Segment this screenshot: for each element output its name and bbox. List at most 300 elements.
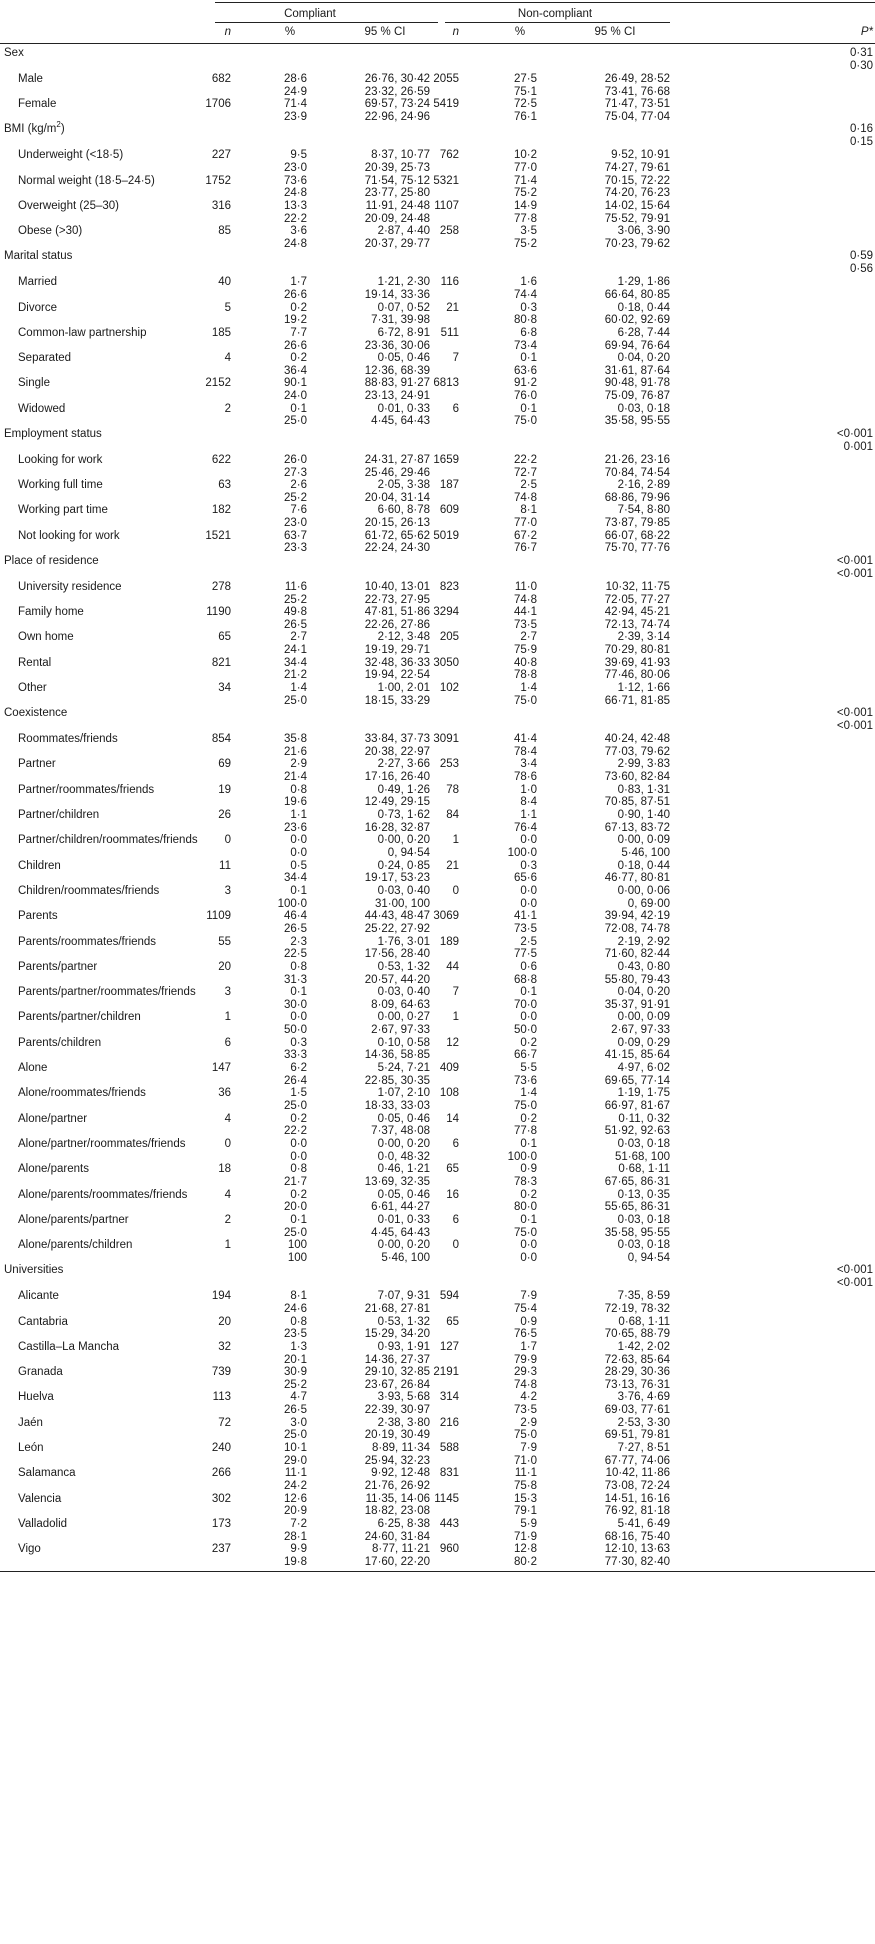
- noncompliant-pct-row: 78·4: [513, 745, 537, 758]
- compliant-pct: 0·2: [290, 1188, 307, 1201]
- compliant-n: 0: [224, 1137, 231, 1150]
- noncompliant-pct: 14·9: [513, 199, 537, 212]
- compliant-pct-row: 19·8: [283, 1555, 307, 1568]
- noncompliant-pct-row: 77·0: [513, 161, 537, 174]
- compliant-pct-row: 34·4: [283, 872, 307, 885]
- row-label: University residence: [18, 580, 122, 593]
- noncompliant-n: 6: [452, 1213, 459, 1226]
- compliant-n: 1109: [206, 910, 231, 923]
- compliant-ci-row: 20·15, 26·13: [364, 517, 430, 530]
- noncompliant-pct: 29·3: [513, 1366, 537, 1379]
- noncompliant-ci-row: 70·65, 88·79: [604, 1328, 670, 1341]
- compliant-pct: 0·0: [290, 1011, 307, 1024]
- compliant-n: 18: [218, 1163, 231, 1176]
- noncompliant-pct: 1·4: [520, 1087, 537, 1100]
- row-label: Parents/children: [18, 1036, 102, 1049]
- compliant-n: 63: [218, 479, 231, 492]
- compliant-pct-row: 24·0: [283, 390, 307, 403]
- compliant-n: 69: [218, 758, 231, 771]
- compliant-pct: 13·3: [283, 199, 307, 212]
- compliant-ci-row: 22·24, 24·30: [364, 542, 430, 555]
- noncompliant-n: 762: [439, 149, 459, 162]
- compliant-ci-row: 23·67, 26·84: [364, 1378, 430, 1391]
- noncompliant-ci: 10·32, 11·75: [605, 580, 670, 593]
- compliant-ci: 0·00, 0·20: [377, 1239, 430, 1252]
- compliant-ci-row: 19·14, 33·36: [364, 288, 430, 301]
- compliant-pct: 3·6: [290, 225, 307, 238]
- compliant-pct: 46·4: [283, 910, 307, 923]
- noncompliant-pct: 2·7: [520, 631, 537, 644]
- noncompliant-ci-row: 41·15, 85·64: [604, 1049, 670, 1062]
- compliant-ci-row: 25·94, 32·23: [364, 1454, 430, 1467]
- noncompliant-ci: 26·49, 28·52: [604, 72, 670, 85]
- noncompliant-ci-row: 69·03, 77·61: [604, 1404, 670, 1417]
- noncompliant-n: 65: [446, 1163, 459, 1176]
- noncompliant-n: 0: [452, 884, 459, 897]
- noncompliant-pct-row: 78·8: [513, 669, 537, 682]
- noncompliant-ci-row: 70·29, 80·81: [604, 644, 670, 657]
- compliant-pct-row: 23·9: [283, 110, 307, 123]
- compliant-pct: 0·1: [290, 884, 307, 897]
- compliant-pct: 2·3: [290, 935, 307, 948]
- row-label: Other: [18, 682, 47, 694]
- row-label: Overweight (25–30): [18, 199, 119, 212]
- noncompliant-n: 2191: [433, 1366, 459, 1379]
- compliant-ci: 6·72, 8·91: [377, 326, 430, 339]
- compliant-n: 55: [218, 935, 231, 948]
- noncompliant-ci: 0·03, 0·18: [617, 1213, 670, 1226]
- noncompliant-n: 44: [446, 960, 459, 973]
- compliant-pct: 0·2: [290, 352, 307, 365]
- row-label: Partner: [18, 758, 56, 771]
- col-header-ci: 95 % CI: [364, 26, 406, 38]
- noncompliant-ci-row: 77·03, 79·62: [604, 745, 670, 758]
- row-label: Alone/parents/partner: [18, 1213, 129, 1226]
- noncompliant-pct: 1·6: [520, 276, 537, 289]
- noncompliant-ci: 1·42, 2·02: [617, 1340, 670, 1353]
- noncompliant-pct-row: 78·3: [513, 1175, 537, 1188]
- compliant-pct-row: 100: [287, 1251, 307, 1264]
- compliant-n: 682: [211, 72, 231, 85]
- noncompliant-ci-row: 73·13, 76·31: [604, 1378, 670, 1391]
- compliant-n: 194: [211, 1290, 231, 1303]
- section-title-superscript: 2: [56, 120, 61, 130]
- compliant-pct: 0·2: [290, 1112, 307, 1125]
- compliant-pct-row: 26·5: [283, 922, 307, 935]
- noncompliant-ci: 2·39, 3·14: [617, 631, 670, 644]
- compliant-ci-row: 12·36, 68·39: [364, 364, 430, 377]
- compliant-ci: 3·93, 5·68: [377, 1391, 430, 1404]
- noncompliant-pct: 44·1: [513, 606, 537, 619]
- compliant-ci: 0·03, 0·40: [377, 986, 430, 999]
- group-header-noncompliant: Non-compliant: [517, 8, 593, 20]
- row-label: Jaén: [18, 1416, 43, 1429]
- noncompliant-ci: 1·19, 1·75: [617, 1087, 670, 1100]
- compliant-pct: 2·7: [290, 631, 307, 644]
- noncompliant-ci: 7·27, 8·51: [617, 1442, 670, 1454]
- row-label: Children: [18, 859, 61, 872]
- noncompliant-ci-row: 73·08, 72·24: [604, 1480, 670, 1492]
- compliant-pct: 30·9: [283, 1366, 307, 1379]
- noncompliant-ci-row: 77·30, 82·40: [604, 1555, 670, 1568]
- compliant-pct: 1·5: [290, 1087, 307, 1100]
- noncompliant-pct-row: 100·0: [507, 847, 537, 859]
- compliant-ci-row: 20·04, 31·14: [364, 491, 430, 504]
- compliant-pct: 12·6: [283, 1492, 307, 1505]
- noncompliant-ci: 0·00, 0·06: [617, 884, 670, 897]
- noncompliant-ci-row: 69·51, 79·81: [604, 1429, 670, 1442]
- noncompliant-n: 6: [452, 402, 459, 415]
- noncompliant-ci-row: 69·65, 77·14: [604, 1074, 670, 1087]
- compliant-underline: [215, 22, 438, 23]
- section-title-text: Place of residence: [4, 555, 99, 567]
- noncompliant-pct-row: 72·7: [513, 466, 537, 479]
- compliant-pct-row: 33·3: [283, 1049, 307, 1062]
- col-header-n: n: [224, 26, 231, 38]
- compliant-n: 20: [218, 960, 231, 973]
- compliant-pct: 7·6: [290, 504, 307, 517]
- compliant-ci-row: 17·60, 22·20: [364, 1555, 430, 1568]
- noncompliant-ci-row: 35·37, 91·91: [604, 998, 670, 1011]
- noncompliant-pct-row: 75·1: [513, 85, 537, 98]
- noncompliant-ci-row: 35·58, 95·55: [604, 1226, 670, 1239]
- compliant-n: 19: [218, 783, 231, 796]
- noncompliant-ci: 66·07, 68·22: [604, 529, 670, 542]
- compliant-pct-row: 25·0: [283, 1100, 307, 1112]
- compliant-pct: 0·5: [290, 859, 307, 872]
- row-label: Normal weight (18·5–24·5): [18, 174, 155, 187]
- compliant-pct: 0·2: [290, 301, 307, 314]
- noncompliant-pct: 91·2: [513, 377, 537, 390]
- compliant-ci: 0·01, 0·33: [377, 1213, 430, 1226]
- noncompliant-ci-row: 69·94, 76·64: [604, 339, 670, 352]
- compliant-ci: 1·21, 2·30: [377, 276, 430, 289]
- row-label: Alone/parents: [18, 1163, 89, 1176]
- compliant-pct: 35·8: [283, 733, 307, 746]
- noncompliant-n: 21: [446, 859, 459, 872]
- row-label: Separated: [18, 352, 72, 365]
- noncompliant-ci: 0·18, 0·44: [617, 301, 670, 314]
- noncompliant-ci: 2·99, 3·83: [617, 758, 670, 771]
- section-title: [4, 47, 24, 60]
- compliant-ci: 0·05, 0·46: [377, 1112, 430, 1125]
- noncompliant-ci-row: 68·16, 75·40: [604, 1530, 670, 1543]
- noncompliant-n: 102: [439, 682, 459, 694]
- noncompliant-pct-row: 76·7: [513, 542, 537, 555]
- noncompliant-pct-row: 70·0: [513, 998, 537, 1011]
- noncompliant-ci-row: 72·63, 85·64: [604, 1353, 670, 1366]
- compliant-pct: 0·1: [290, 986, 307, 999]
- row-label: Granada: [18, 1366, 63, 1379]
- noncompliant-pct-row: 71·0: [513, 1454, 537, 1467]
- row-label: Alone/parents/roommates/friends: [18, 1188, 188, 1201]
- row-label: Female: [18, 98, 57, 111]
- compliant-pct-row: 19·2: [283, 314, 307, 327]
- row-label: Cantabria: [18, 1315, 68, 1328]
- compliant-ci: 2·12, 3·48: [377, 631, 430, 644]
- noncompliant-n: 831: [439, 1467, 459, 1480]
- compliant-ci-row: 17·16, 26·40: [364, 771, 430, 784]
- compliant-pct: 1·1: [290, 809, 307, 821]
- compliant-n: 2152: [205, 377, 231, 390]
- noncompliant-ci: 3·76, 4·69: [617, 1391, 670, 1404]
- noncompliant-ci: 5·41, 6·49: [617, 1517, 670, 1530]
- compliant-ci: 11·91, 24·48: [365, 199, 430, 212]
- compliant-pct-row: 27·3: [283, 466, 307, 479]
- noncompliant-pct: 10·2: [513, 149, 537, 162]
- noncompliant-ci: 14·02, 15·64: [604, 199, 670, 212]
- compliant-ci-row: 23·77, 25·80: [364, 187, 430, 200]
- row-label: Underweight (<18·5): [18, 149, 124, 162]
- noncompliant-ci: 0·00, 0·09: [617, 834, 670, 847]
- noncompliant-pct-row: 79·9: [513, 1353, 537, 1366]
- header-bottom-rule: [0, 43, 875, 44]
- row-label: Working part time: [18, 504, 108, 517]
- noncompliant-pct: 2·5: [520, 479, 537, 492]
- compliant-pct-row: 25·2: [283, 1378, 307, 1391]
- compliant-pct-row: 24·8: [283, 237, 307, 250]
- noncompliant-n: 116: [440, 276, 459, 289]
- compliant-pct-row: 25·0: [283, 1429, 307, 1442]
- compliant-n: 227: [211, 149, 231, 162]
- noncompliant-ci: 40·24, 42·48: [604, 733, 670, 746]
- noncompliant-pct: 41·1: [513, 910, 537, 923]
- group-header-compliant: Compliant: [284, 8, 336, 20]
- compliant-ci: 0·24, 0·85: [377, 859, 430, 872]
- noncompliant-n: 84: [446, 809, 459, 821]
- noncompliant-ci: 0·03, 0·18: [617, 1137, 670, 1150]
- compliant-pct: 1·7: [290, 276, 307, 289]
- noncompliant-n: 2055: [433, 72, 459, 85]
- noncompliant-pct: 7·9: [520, 1442, 537, 1454]
- compliant-ci: 7·07, 9·31: [377, 1290, 430, 1303]
- row-label: Parents/partner: [18, 960, 98, 973]
- noncompliant-pct: 3·4: [520, 758, 537, 771]
- noncompliant-pct-row: 8·4: [520, 796, 537, 809]
- noncompliant-ci-row: 46·77, 80·81: [604, 872, 670, 885]
- section-title-text: Universities: [4, 1264, 64, 1277]
- compliant-ci-row: 0·0, 48·32: [377, 1150, 430, 1163]
- section-p-value: 0·001: [843, 440, 873, 453]
- section-title: [4, 1264, 63, 1277]
- noncompliant-pct-row: 63·6: [513, 364, 537, 377]
- noncompliant-pct: 1·7: [520, 1340, 537, 1353]
- compliant-pct: 49·8: [283, 606, 307, 619]
- section-p-value: <0·001: [836, 555, 873, 567]
- noncompliant-pct: 0·0: [520, 884, 537, 897]
- noncompliant-pct: 1·4: [520, 682, 537, 694]
- noncompliant-ci: 39·69, 41·93: [604, 656, 670, 669]
- row-label: Partner/children/roommates/friends: [18, 834, 198, 847]
- compliant-pct: 10·1: [283, 1442, 307, 1454]
- noncompliant-ci: 7·35, 8·59: [617, 1290, 670, 1303]
- compliant-n: 1: [224, 1011, 231, 1024]
- noncompliant-pct-row: 100·0: [507, 1150, 537, 1163]
- noncompliant-ci-row: 70·23, 79·62: [604, 237, 670, 250]
- noncompliant-n: 6: [452, 1137, 459, 1150]
- noncompliant-n: 960: [439, 1543, 459, 1556]
- compliant-ci-row: 20·57, 44·20: [364, 973, 430, 986]
- compliant-pct-row: 25·2: [283, 491, 307, 504]
- compliant-ci: 61·72, 65·62: [364, 529, 430, 542]
- compliant-pct-row: 26·6: [283, 288, 307, 301]
- noncompliant-ci-row: 70·84, 74·54: [604, 466, 670, 479]
- noncompliant-pct: 5·5: [520, 1062, 537, 1074]
- noncompliant-n: 187: [439, 479, 459, 492]
- compliant-pct-row: 26·4: [283, 1074, 307, 1087]
- noncompliant-n: 609: [439, 504, 459, 517]
- compliant-ci-row: 19·94, 22·54: [364, 669, 430, 682]
- compliant-pct-row: 22·2: [283, 1125, 307, 1138]
- noncompliant-pct: 0·3: [520, 859, 537, 872]
- noncompliant-pct: 8·1: [520, 504, 537, 517]
- compliant-ci: 0·53, 1·32: [377, 960, 430, 973]
- compliant-pct-row: 100·0: [277, 897, 307, 910]
- noncompliant-pct-row: 68·8: [513, 973, 537, 986]
- compliant-n: 5: [224, 301, 231, 314]
- compliant-ci: 0·00, 0·20: [377, 1137, 430, 1150]
- row-label: Widowed: [18, 402, 66, 415]
- noncompliant-pct-row: 73·5: [513, 618, 537, 631]
- compliant-ci-row: 22·96, 24·96: [364, 110, 430, 123]
- noncompliant-pct: 0·0: [520, 834, 537, 847]
- compliant-pct: 28·6: [283, 72, 307, 85]
- compliant-pct: 3·0: [290, 1416, 307, 1429]
- noncompliant-pct: 0·2: [520, 1112, 537, 1125]
- compliant-ci-row: 19·19, 29·71: [364, 644, 430, 657]
- compliant-pct: 0·8: [290, 1163, 307, 1176]
- row-label: Valladolid: [18, 1517, 68, 1530]
- compliant-pct: 9·9: [290, 1543, 307, 1556]
- compliant-pct-row: 25·0: [283, 1226, 307, 1239]
- compliant-ci: 2·87, 4·40: [377, 225, 430, 238]
- noncompliant-pct-row: 75·0: [513, 1226, 537, 1239]
- compliant-ci: 6·25, 8·38: [377, 1517, 430, 1530]
- noncompliant-pct-row: 71·9: [513, 1530, 537, 1543]
- noncompliant-pct-row: 76·1: [513, 110, 537, 123]
- compliant-pct: 90·1: [283, 377, 307, 390]
- compliant-n: 1521: [205, 529, 231, 542]
- noncompliant-n: 253: [439, 758, 459, 771]
- compliant-ci-row: 2·67, 97·33: [371, 1024, 430, 1037]
- row-label: Alone: [18, 1062, 48, 1074]
- noncompliant-pct-row: 73·5: [513, 1404, 537, 1417]
- section-p-value: <0·001: [836, 567, 873, 580]
- noncompliant-ci-row: 76·92, 81·18: [604, 1505, 670, 1518]
- compliant-pct-row: 20·1: [283, 1353, 307, 1366]
- noncompliant-pct: 0·1: [520, 1137, 537, 1150]
- noncompliant-ci-row: 72·13, 74·74: [604, 618, 670, 631]
- noncompliant-ci: 0·00, 0·09: [617, 1011, 670, 1024]
- noncompliant-pct: 0·9: [520, 1163, 537, 1176]
- compliant-ci: 1·07, 2·10: [377, 1087, 430, 1100]
- noncompliant-ci-row: 68·86, 79·96: [604, 491, 670, 504]
- compliant-pct: 0·8: [290, 1315, 307, 1328]
- noncompliant-ci: 0·68, 1·11: [618, 1315, 670, 1328]
- compliant-n: 65: [218, 631, 231, 644]
- noncompliant-n: 314: [439, 1391, 459, 1404]
- compliant-ci-row: 23·36, 30·06: [364, 339, 430, 352]
- noncompliant-pct: 40·8: [513, 656, 537, 669]
- compliant-n: 3: [224, 884, 231, 897]
- noncompliant-pct: 0·9: [520, 1315, 537, 1328]
- section-title: [4, 428, 102, 441]
- noncompliant-pct-row: 73·4: [513, 339, 537, 352]
- noncompliant-ci: 42·94, 45·21: [604, 606, 670, 619]
- compliant-n: 0: [224, 834, 231, 847]
- col-header-n-nc: n: [452, 26, 459, 38]
- noncompliant-pct-row: 65·6: [513, 872, 537, 885]
- compliant-n: 240: [211, 1442, 231, 1454]
- compliant-pct-row: 50·0: [283, 1024, 307, 1037]
- compliant-pct: 0·8: [290, 783, 307, 796]
- noncompliant-n: 0: [452, 1239, 459, 1252]
- compliant-ci-row: 23·13, 24·91: [364, 390, 430, 403]
- compliant-pct-row: 21·2: [283, 669, 307, 682]
- row-label: Common-law partnership: [18, 326, 147, 339]
- compliant-ci: 33·84, 37·73: [364, 733, 430, 746]
- compliant-n: 11: [219, 859, 231, 872]
- noncompliant-ci-row: 0, 94·54: [627, 1251, 670, 1264]
- compliant-pct: 8·1: [290, 1290, 307, 1303]
- compliant-pct-row: 23·3: [283, 542, 307, 555]
- row-label: Male: [18, 72, 43, 85]
- noncompliant-n: 588: [439, 1442, 459, 1454]
- noncompliant-pct-row: 76·0: [513, 390, 537, 403]
- noncompliant-pct-row: 80·2: [513, 1555, 537, 1568]
- noncompliant-pct-row: 78·6: [513, 771, 537, 784]
- compliant-pct: 7·7: [290, 326, 307, 339]
- noncompliant-ci: 3·06, 3·90: [617, 225, 670, 238]
- section-p-value: 0·59: [849, 250, 873, 263]
- compliant-ci: 69·57, 73·24: [364, 98, 430, 111]
- row-label: Castilla–La Mancha: [18, 1340, 120, 1353]
- row-label: Obese (>30): [18, 225, 83, 238]
- row-label: Rental: [18, 656, 52, 669]
- section-title: [4, 707, 67, 720]
- compliant-pct-row: 20·9: [283, 1505, 307, 1518]
- compliant-ci: 0·73, 1·62: [377, 809, 430, 821]
- noncompliant-pct-row: 79·1: [513, 1505, 537, 1518]
- noncompliant-n: 3050: [433, 656, 459, 669]
- compliant-n: 278: [211, 580, 231, 593]
- noncompliant-ci: 7·54, 8·80: [617, 504, 670, 517]
- compliant-pct-row: 26·5: [283, 1404, 307, 1417]
- noncompliant-ci-row: 67·77, 74·06: [604, 1454, 670, 1467]
- compliant-pct: 2·6: [290, 479, 307, 492]
- noncompliant-ci-row: 35·58, 95·55: [604, 415, 670, 428]
- compliant-ci: 11·35, 14·06: [365, 1492, 430, 1505]
- compliant-n: 113: [212, 1391, 231, 1404]
- compliant-pct-row: 24·1: [283, 644, 307, 657]
- compliant-pct-row: 31·3: [283, 973, 307, 986]
- noncompliant-ci-row: 72·08, 74·78: [604, 922, 670, 935]
- compliant-ci: 0·00, 0·20: [377, 834, 430, 847]
- noncompliant-ci: 2·16, 2·89: [617, 479, 670, 492]
- noncompliant-ci: 14·51, 16·16: [604, 1492, 670, 1505]
- compliant-pct-row: 23·0: [283, 517, 307, 530]
- compliant-pct-row: 21·7: [283, 1175, 307, 1188]
- noncompliant-n: 443: [439, 1517, 459, 1530]
- noncompliant-pct-row: 77·0: [513, 517, 537, 530]
- row-label: León: [18, 1442, 44, 1454]
- compliant-ci: 2·27, 3·66: [377, 758, 430, 771]
- noncompliant-ci: 0·83, 1·31: [617, 783, 670, 796]
- compliant-ci: 6·60, 8·78: [377, 504, 430, 517]
- compliant-n: 36: [218, 1087, 231, 1100]
- noncompliant-pct-row: 73·5: [513, 922, 537, 935]
- compliant-pct: 11·1: [284, 1467, 307, 1480]
